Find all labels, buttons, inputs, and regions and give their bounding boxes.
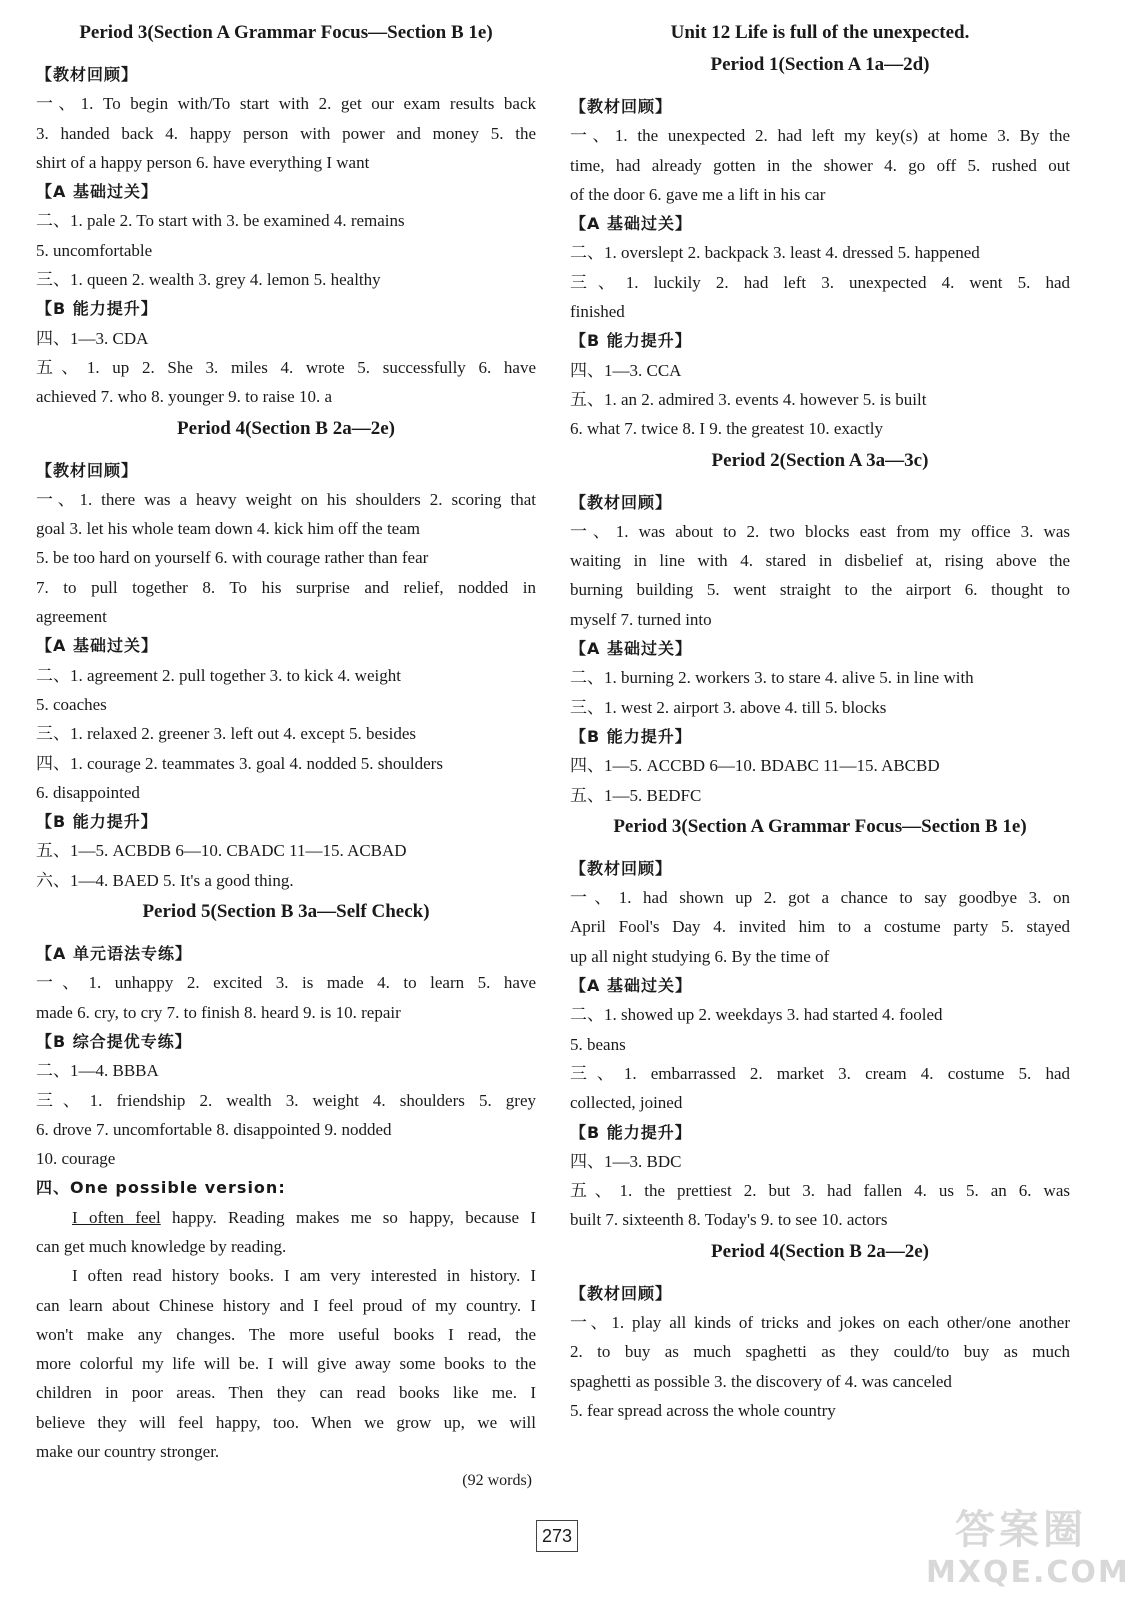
answer-line: 5. uncomfortable <box>36 240 153 260</box>
answer-line: 一、1. the unexpected 2. had left my key(s) at home 3. By the <box>570 126 1070 146</box>
word-count: (92 words) <box>462 1472 532 1490</box>
section-heading: Period 5(Section B 3a—Self Check) <box>142 901 430 923</box>
answer-line: up all night studying 6. By the time of <box>570 946 830 966</box>
section-label: 【B 能力提升】 <box>36 812 158 832</box>
answer-line: 5. beans <box>570 1034 626 1054</box>
left-column <box>36 18 536 1496</box>
section-heading: Period 3(Section A Grammar Focus—Section B 1e) <box>79 22 493 43</box>
answer-line: 六、1—4. BAED 5. It's a good thing. <box>36 870 294 890</box>
answer-line: 6. drove 7. uncomfortable 8. disappointed 9. nodded <box>36 1119 392 1139</box>
section-label: 【B 能力提升】 <box>570 331 692 351</box>
answer-line: 6. what 7. twice 8. I 9. the greatest 10. exactly <box>570 419 883 439</box>
answer-line: 2. to buy as much spaghetti as they could/to buy as much <box>570 1342 1070 1362</box>
answer-line: believe they will feel happy, too. When we grow up, we will <box>36 1412 536 1432</box>
underlined-text: I often feel <box>72 1207 161 1227</box>
section-label: 【B 能力提升】 <box>36 299 158 319</box>
answer-line: built 7. sixteenth 8. Today's 9. to see 10. actors <box>570 1210 888 1230</box>
answer-line: 五、1. the prettiest 2. but 3. had fallen 4. us 5. an 6. was <box>570 1181 1070 1201</box>
right-column <box>570 18 1070 1425</box>
answer-line: make our country stronger. <box>36 1442 220 1462</box>
answer-line: 三、1. luckily 2. had left 3. unexpected 4. went 5. had <box>570 272 1070 292</box>
section-label: 【A 单元语法专练】 <box>36 944 192 964</box>
page-number: 273 <box>536 1520 578 1552</box>
answer-line: 一、1. To begin with/To start with 2. get our exam results back <box>36 94 536 114</box>
section-label: 【教材回顾】 <box>36 460 139 480</box>
answer-line: goal 3. let his whole team down 4. kick him off the team <box>36 519 420 539</box>
answer-line: 10. courage <box>36 1149 116 1169</box>
section-label: 【B 综合提优专练】 <box>36 1031 192 1051</box>
section-heading: Unit 12 Life is full of the unexpected. <box>670 22 970 43</box>
answer-line: 四、1—3. CDA <box>36 328 149 348</box>
answer-line: 二、1. agreement 2. pull together 3. to kick 4. weight <box>36 665 401 685</box>
section-label: 【教材回顾】 <box>570 1283 673 1303</box>
answer-line: finished <box>570 302 625 322</box>
answer-line: can get much knowledge by reading. <box>36 1236 287 1256</box>
section-label: 【A 基础过关】 <box>36 636 158 656</box>
answer-line: April Fool's Day 4. invited him to a costume party 5. stayed <box>570 917 1070 937</box>
section-heading: Period 1(Section A 1a—2d) <box>710 54 930 75</box>
answer-line: 三、1. queen 2. wealth 3. grey 4. lemon 5. healthy <box>36 270 381 290</box>
section-heading: Period 2(Section A 3a—3c) <box>711 449 929 471</box>
answer-line: 四、1—3. CCA <box>570 360 682 380</box>
answer-line: 二、1. showed up 2. weekdays 3. had started 4. fooled <box>570 1005 943 1025</box>
answer-line: more colorful my life will be. I will give away some books to the <box>36 1354 536 1374</box>
answer-line: 一、1. had shown up 2. got a chance to say goodbye 3. on <box>570 888 1070 908</box>
answer-line: 五、1. up 2. She 3. miles 4. wrote 5. successfully 6. have <box>36 357 536 377</box>
answer-line: waiting in line with 4. stared in disbelief at, rising above the <box>570 551 1070 571</box>
section-label: 【A 基础过关】 <box>570 214 692 234</box>
answer-line: 二、1. burning 2. workers 3. to stare 4. alive 5. in line with <box>570 668 974 688</box>
answer-line: 五、1—5. BEDFC <box>570 785 702 805</box>
section-label: 【教材回顾】 <box>570 492 673 512</box>
answer-line: myself 7. turned into <box>570 609 712 629</box>
answer-line: 二、1. overslept 2. backpack 3. least 4. dressed 5. happened <box>570 243 980 263</box>
answer-line: 一、1. play all kinds of tricks and jokes on each other/one another <box>570 1312 1070 1332</box>
answer-line: 6. disappointed <box>36 782 140 802</box>
answer-line: 二、1—4. BBBA <box>36 1061 159 1081</box>
answer-line: shirt of a happy person 6. have everything I want <box>36 152 370 172</box>
section-label: 【B 能力提升】 <box>570 726 692 746</box>
answer-line: 7. to pull together 8. To his surprise and relief, nodded in <box>36 577 536 597</box>
answer-line: 四、1—3. BDC <box>570 1151 682 1171</box>
section-label: 四、One possible version: <box>36 1178 286 1198</box>
section-heading: Period 4(Section B 2a—2e) <box>711 1240 929 1262</box>
answer-line: children in poor areas. Then they can read books like me. I <box>36 1383 536 1403</box>
answer-line: 二、1. pale 2. To start with 3. be examined 4. remains <box>36 211 405 231</box>
answer-line: collected, joined <box>570 1093 683 1113</box>
watermark-logo <box>926 1505 1130 1595</box>
section-heading: Period 4(Section B 2a—2e) <box>177 417 395 439</box>
answer-line: achieved 7. who 8. younger 9. to raise 10. a <box>36 387 332 407</box>
answer-line: 一、1. was about to 2. two blocks east from my office 3. was <box>570 521 1070 541</box>
section-label: 【B 能力提升】 <box>570 1122 692 1142</box>
answer-line: won't make any changes. The more useful books I read, the <box>36 1324 536 1344</box>
answer-line: 3. handed back 4. happy person with power and money 5. the <box>36 123 536 143</box>
answer-line: 一、1. unhappy 2. excited 3. is made 4. to learn 5. have <box>36 973 536 993</box>
answer-line <box>36 1203 536 1232</box>
answer-line: 5. fear spread across the whole country <box>570 1400 836 1420</box>
section-label: 【A 基础过关】 <box>570 976 692 996</box>
section-label: 【教材回顾】 <box>36 65 139 84</box>
answer-line: 三、1. embarrassed 2. market 3. cream 4. costume 5. had <box>570 1063 1070 1083</box>
section-label: 【A 基础过关】 <box>570 639 692 659</box>
answer-line: 一、1. there was a heavy weight on his shoulders 2. scoring that <box>36 489 536 509</box>
answer-line: 五、1—5. ACBDB 6—10. CBADC 11—15. ACBAD <box>36 841 407 861</box>
answer-line: 三、1. relaxed 2. greener 3. left out 4. except 5. besides <box>36 724 417 744</box>
answer-line: 三、1. friendship 2. wealth 3. weight 4. shoulders 5. grey <box>36 1090 536 1110</box>
answer-line: 5. coaches <box>36 694 107 714</box>
answer-line: burning building 5. went straight to the airport 6. thought to <box>570 580 1070 600</box>
watermark-en: MXQE.COM <box>926 1555 1130 1590</box>
section-label: 【A 基础过关】 <box>36 182 158 202</box>
answer-line: I often read history books. I am very interested in history. I <box>72 1266 536 1286</box>
line-text: happy. Reading makes me so happy, because I <box>160 1207 536 1227</box>
answer-line: of the door 6. gave me a lift in his car <box>570 184 826 204</box>
section-heading: Period 3(Section A Grammar Focus—Section B 1e) <box>613 815 1027 837</box>
answer-line: can learn about Chinese history and I feel proud of my country. I <box>36 1295 536 1315</box>
watermark-cn: 答案圈 <box>955 1507 1087 1553</box>
answer-line: spaghetti as possible 3. the discovery of 4. was canceled <box>570 1371 952 1391</box>
section-label: 【教材回顾】 <box>570 97 673 116</box>
answer-line: 三、1. west 2. airport 3. above 4. till 5. blocks <box>570 697 887 717</box>
answer-line: 四、1. courage 2. teammates 3. goal 4. nodded 5. shoulders <box>36 753 443 773</box>
answer-line: made 6. cry, to cry 7. to finish 8. heard 9. is 10. repair <box>36 1002 401 1022</box>
answer-line: agreement <box>36 607 107 627</box>
section-label: 【教材回顾】 <box>570 858 673 878</box>
answer-line: time, had already gotten in the shower 4. go off 5. rushed out <box>570 155 1070 175</box>
answer-line: 四、1—5. ACCBD 6—10. BDABC 11—15. ABCBD <box>570 756 940 776</box>
answer-line: 五、1. an 2. admired 3. events 4. however 5. is built <box>570 389 927 409</box>
answer-line: 5. be too hard on yourself 6. with courage rather than fear <box>36 548 429 568</box>
